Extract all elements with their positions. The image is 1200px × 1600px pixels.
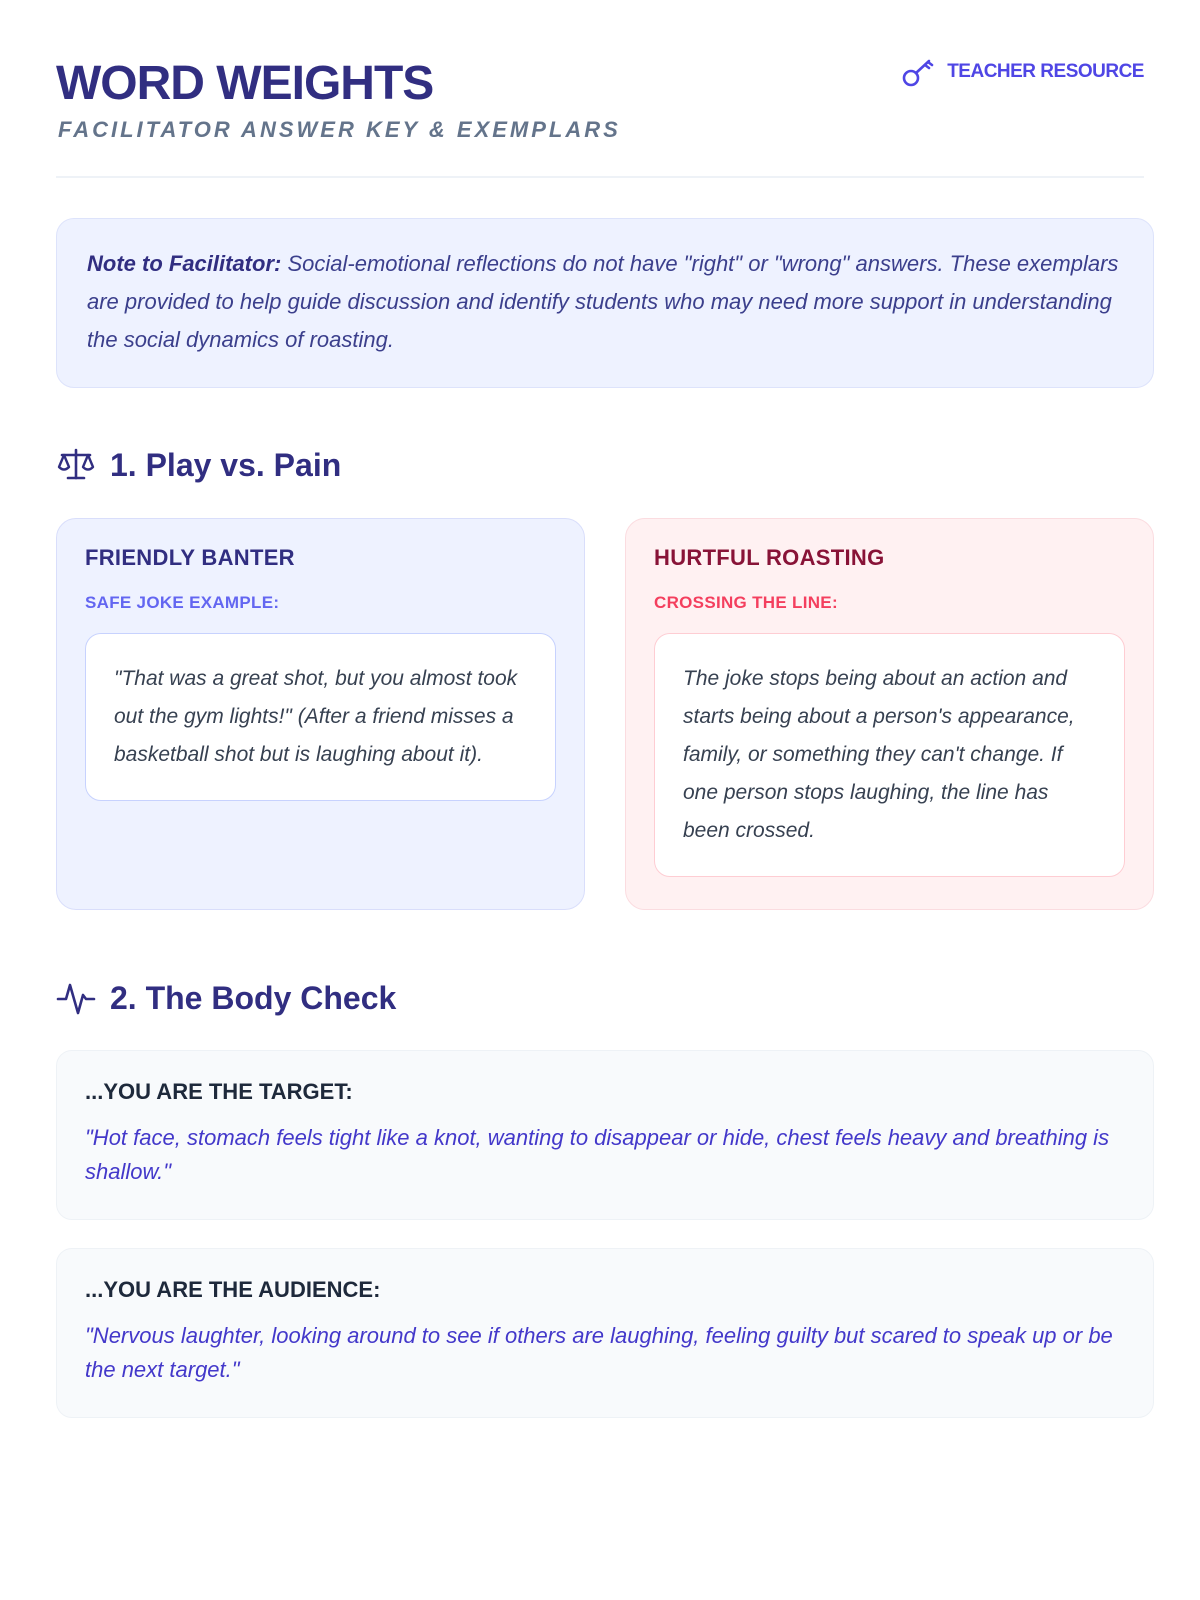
panel-text: "Nervous laughter, looking around to see if others are laughing, feeling guilty but scared to speak up or be the next target." <box>85 1323 1113 1382</box>
card-subtitle: CROSSING THE LINE: <box>654 593 838 612</box>
section-body-check-heading <box>56 979 396 1017</box>
card-subtitle: SAFE JOKE EXAMPLE: <box>85 593 280 612</box>
panel-title: ...YOU ARE THE AUDIENCE: <box>85 1277 381 1302</box>
page-subtitle: FACILITATOR ANSWER KEY & EXEMPLARS <box>58 117 621 142</box>
panel-text: "Hot face, stomach feels tight like a knot, wanting to disappear or hide, chest feels heavy and breathing is shallow." <box>85 1125 1110 1184</box>
card-quote: "That was a great shot, but you almost took out the gym lights!" (After a friend misses a basketball shot but is laughing about it). <box>85 633 556 801</box>
note-label: Note to Facilitator: <box>87 251 282 276</box>
page-header <box>56 0 1144 178</box>
audience-panel <box>56 1248 1154 1418</box>
target-panel <box>56 1050 1154 1220</box>
teacher-resource-label: TEACHER RESOURCE <box>947 61 1144 82</box>
card-title: HURTFUL ROASTING <box>654 545 885 570</box>
facilitator-note <box>56 218 1154 388</box>
hurtful-roasting-card <box>625 518 1154 910</box>
key-icon <box>901 56 935 88</box>
pulse-icon <box>56 979 96 1017</box>
section-title: 1. Play vs. Pain <box>110 446 342 483</box>
card-title: FRIENDLY BANTER <box>85 545 295 570</box>
friendly-banter-card <box>56 518 585 910</box>
section-play-vs-pain-heading <box>56 446 341 484</box>
note-text: Social-emotional reflections do not have "right" or "wrong" answers. These exemplars are provided to help guide discussion and identify students who may need more support in understanding the social dynamics of roasting. <box>87 251 1119 352</box>
page-title: WORD WEIGHTS <box>56 57 434 110</box>
card-quote: The joke stops being about an action and starts being about a person's appearance, family, or something they can't change. If one person stops laughing, the line has been crossed. <box>654 633 1125 877</box>
scale-icon <box>56 446 96 484</box>
panel-title: ...YOU ARE THE TARGET: <box>85 1079 353 1104</box>
teacher-resource-badge <box>901 56 1144 88</box>
section-title: 2. The Body Check <box>110 979 397 1016</box>
